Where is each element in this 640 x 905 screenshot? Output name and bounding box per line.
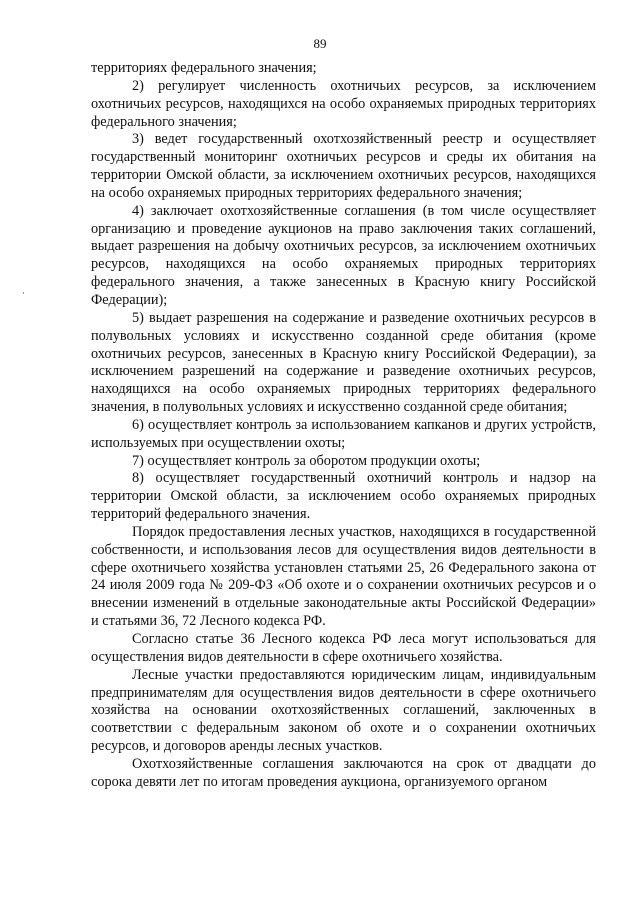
paragraph-item-5: 5) выдает разрешения на содержание и разведение охотничьих ресурсов в полувольных условиях и искусственно созданной среде обитания (кроме охотничьих ресурсов, занесенных в Красную книгу Российской Федерации), за исключением разрешений на содержание и разведение охотничьих ресурсов, находящихся на особо охраняемых природных территориях федерального значения, в полувольных условиях и искусственно созданной среде обитания; <box>91 309 596 416</box>
page-number: 89 <box>313 36 327 51</box>
paragraph-forest-procedure: Порядок предоставления лесных участков, находящихся в государственной собственности, и использования лесов для осуществления видов деятельности в сфере охотничьего хозяйства установлен статьями 25, 26 Федерального закона от 24 июля 2009 года № 209-ФЗ «Об охоте и о сохранении охотничьих ресурсов и о внесении изменений в отдельные законодательные акты Российской Федерации» и статьями 36, 72 Лесного кодекса РФ. <box>91 523 596 630</box>
paragraph-article-36: Согласно статье 36 Лесного кодекса РФ леса могут использоваться для осуществления видов деятельности в сфере охотничьего хозяйства. <box>91 631 596 665</box>
paragraph-item-2: 2) регулирует численность охотничьих ресурсов, за исключением охотничьих ресурсов, находящихся на особо охраняемых природных территориях федерального значения; <box>91 77 596 130</box>
paragraph-hunting-agreements: Охотхозяйственные соглашения заключаются на срок от двадцати до сорока девяти лет по итогам проведения аукциона, организуемого органом <box>91 755 596 790</box>
paragraph-item-6: 6) осуществляет контроль за использованием капканов и других устройств, используемых при осуществлении охоты; <box>91 416 596 451</box>
paragraph-item-3: 3) ведет государственный охотхозяйственный реестр и осуществляет государственный мониторинг охотничьих ресурсов и среды их обитания на территории Омской области, за исключением охотничьих ресурсов, находящихся на особо охраняемых природных территориях федерального значения; <box>91 131 596 201</box>
paragraph-item-4: 4) заключает охотхозяйственные соглашения (в том числе осуществляет организацию и проведение аукционов на право заключения таких соглашений, выдает разрешения на добычу охотничьих ресурсов, за исключением охотничьих ресурсов, находящихся на особо охраняемых природных территориях федерального значения, а также занесенных в Красную книгу Российской Федерации); <box>91 202 596 308</box>
paragraph-continuation: территориях федерального значения; <box>91 60 317 76</box>
margin-mark <box>23 292 24 294</box>
paragraph-forest-plots: Лесные участки предоставляются юридическим лицам, индивидуальным предпринимателям для осуществления видов деятельности в сфере охотничьего хозяйства на основании охотхозяйственных соглашений, заключенных в соответствии с федеральным законом об охоте и о сохранении охотничьих ресурсов, и договоров аренды лесных участков. <box>91 666 596 755</box>
paragraph-item-8: 8) осуществляет государственный охотничий контроль и надзор на территории Омской области, за исключением особо охраняемых природных территорий федерального значения. <box>91 470 596 523</box>
document-body <box>91 60 596 792</box>
paragraph-item-7: 7) осуществляет контроль за оборотом продукции охоты; <box>132 452 481 469</box>
